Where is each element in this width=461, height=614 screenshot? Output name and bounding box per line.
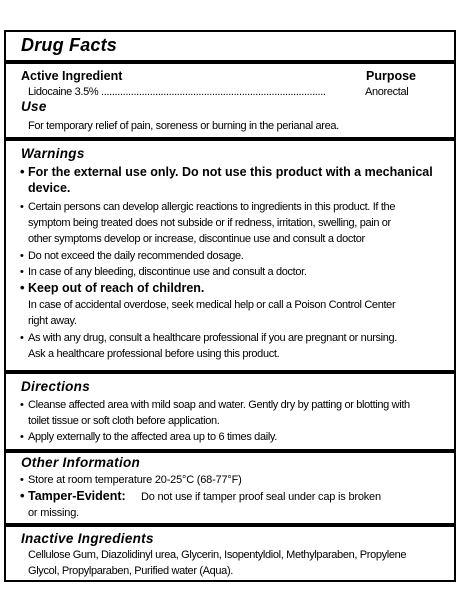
bullet-dosage: •	[20, 250, 24, 262]
warnings-heading: Warnings	[21, 146, 85, 161]
bullet-pregnant: •	[20, 332, 24, 344]
external-use-line1: For the external use only. Do not use this product with a mechanical	[28, 165, 433, 179]
tamper-line1: Do not use if tamper proof seal under cap is broken	[141, 491, 381, 503]
warnings-divider	[6, 137, 454, 141]
drug-facts-title: Drug Facts	[21, 35, 118, 55]
use-text: For temporary relief of pain, soreness or burning in the perianal area.	[28, 120, 339, 132]
inactive-heading: Inactive Ingredients	[21, 531, 154, 546]
bullet-store: •	[20, 474, 24, 486]
keep-out-of-reach: Keep out of reach of children.	[28, 281, 205, 295]
dosage-warning: Do not exceed the daily recommended dosage.	[28, 250, 244, 262]
other-info-heading: Other Information	[21, 455, 141, 470]
bullet-bleeding: •	[20, 266, 24, 278]
cleanse-line1: Cleanse affected area with mild soap and water. Gently dry by patting or blotting with	[28, 399, 410, 411]
directions-divider	[6, 370, 454, 374]
use-heading: Use	[21, 99, 47, 114]
allergy-line2: symptom being treated does not subside or if redness, irritation, swelling, pain or	[28, 217, 391, 229]
bullet-external-use: •	[20, 164, 25, 179]
inactive-line1: Cellulose Gum, Diazolidinyl urea, Glycerin, Isopentyldiol, Methylparaben, Propylene	[28, 549, 407, 561]
bullet-keep-out: •	[20, 280, 25, 295]
active-ingredient-heading: Active Ingredient	[21, 69, 123, 83]
bullet-apply: •	[20, 431, 24, 443]
pregnant-line2: Ask a healthcare professional before using this product.	[28, 348, 280, 360]
leader-dots: ...................................................................................	[101, 86, 326, 98]
allergy-line3: other symptoms develop or increase, discontinue use and consult a doctor	[28, 233, 365, 245]
pregnant-line1: As with any drug, consult a healthcare professional if you are pregnant or nursing.	[28, 332, 398, 344]
allergy-line1: Certain persons can develop allergic reactions to ingredients in this product. If the	[28, 201, 396, 213]
apply-direction: Apply externally to the affected area up to 6 times daily.	[28, 431, 277, 443]
purpose-value: Anorectal	[365, 86, 409, 98]
purpose-heading: Purpose	[366, 69, 417, 83]
overdose-line1: In case of accidental overdose, seek medical help or call a Poison Control Center	[28, 299, 396, 311]
bullet-allergy: •	[20, 201, 24, 213]
drug-facts-panel	[4, 30, 456, 582]
tamper-evident-label: Tamper-Evident:	[28, 489, 126, 503]
directions-heading: Directions	[21, 379, 91, 394]
bullet-tamper: •	[20, 488, 25, 503]
external-use-line2: device.	[28, 181, 71, 195]
title-divider	[6, 60, 454, 64]
overdose-line2: right away.	[28, 315, 77, 327]
other-info-divider	[6, 449, 454, 453]
storage-info: Store at room temperature 20-25°C (68-77°F)	[28, 474, 242, 486]
inactive-line2: Glycol, Propylparaben, Purified water (Aqua).	[28, 565, 233, 577]
active-ingredient-name: Lidocaine 3.5%	[28, 86, 99, 98]
bleeding-warning: In case of any bleeding, discontinue use and consult a doctor.	[28, 266, 307, 278]
tamper-line2: or missing.	[28, 507, 79, 519]
cleanse-line2: toilet tissue or soft cloth before application.	[28, 415, 220, 427]
bullet-cleanse: •	[20, 399, 24, 411]
inactive-divider	[6, 523, 454, 527]
